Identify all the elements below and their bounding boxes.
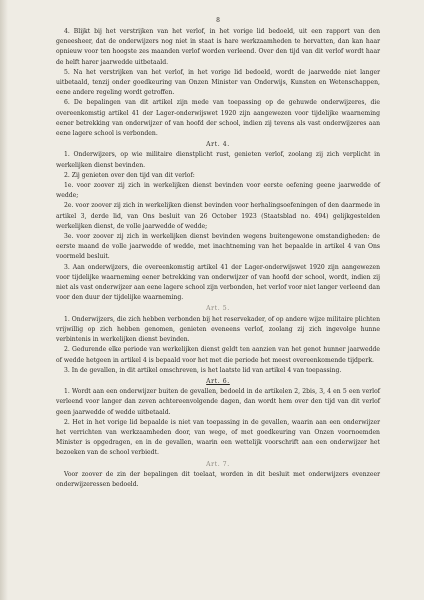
article-7-paragraph-1: Voor zoover de zin der bepalingen dit toelaat, worden in dit besluit met onderwijzers evenzeer onderwijzeressen bedoeld. bbox=[56, 470, 380, 488]
article-5-heading: Art. 5. bbox=[206, 305, 230, 313]
article-4-item-1e: 1e. voor zoover zij zich in werkelijken dienst bevinden voor eerste oefening geene jaarwedde of wedde; bbox=[56, 182, 380, 200]
article-4-paragraph-1: 1. Onderwijzers, op wie militaire dienstplicht rust, genieten verlof, zoolang zij zich verplicht in werkelijken dienst bevinden. bbox=[56, 151, 380, 169]
article-6-paragraph-1: 1. Wordt aan een onderwijzer buiten de gevallen, bedoeld in de artikelen 2, 2bis, 3, 4 en 5 een verlof verleend voor langer dan zeven achtereenvolgende dagen, dan wordt hem over den tijd van dit verlof geen jaarwedde of wedde uitbetaald. bbox=[56, 388, 380, 416]
article-7-heading: Art. 7. bbox=[206, 460, 230, 468]
paragraph-3-4: 4. Blijkt bij het verstrijken van het verlof, in het vorige lid bedoeld, uit een rapport van den geneesheer, dat de onderwijzers nog niet in staat is hare werkzaamheden te hervatten, dan kan haar opnieuw voor ten hoogste zes maanden verlof worden verleend. Over den tijd van dit verlof wordt haar de helft harer jaarwedde uitbetaald. bbox=[56, 28, 380, 66]
article-4-heading: Art. 4. bbox=[206, 141, 230, 149]
article-4-item-3e: 3e. voor zoover zij zich in werkelijken dienst bevinden wegens buitengewone omstandigheden: de eerste maand de volle jaarwedde of wedde, met inachtneming van het bepaalde in artikel 4 van Ons voormeld besluit. bbox=[56, 233, 380, 261]
article-5-paragraph-1: 1. Onderwijzers, die zich hebben verbonden bij het reservekader, of op andere wijze militaire plichten vrijwillig op zich hebben genomen, genieten eveneens verlof, zoolang zij zich ingevolge hunne verbintenis in werkelijken dienst bevinden. bbox=[56, 315, 381, 344]
article-4-paragraph-3: 3. Aan onderwijzers, die overeenkomstig artikel 41 der Lager-onderwijswet 1920 zijn aangewezen voor tijdelijke waarneming eener betrekking van onderwijzer of van hoofd der school, wordt, indien zij niet als vast onderwijzer aan eene lagere school zijn verbonden, het verlof voor niet langer verleend dan voor den duur der tijdelijke waarneming. bbox=[56, 263, 380, 302]
paragraph-3-6: 6. De bepalingen van dit artikel zijn mede van toepassing op de gehuwde onderwijzeres, die overeenkomstig artikel 41 der Lager-onderwijswet 1920 zijn aangewezen voor tijdelijke waarneming eener betrekking van onderwijzer of van hoofd der school, indien zij tevens als vast onderwijzeres aan eene lagere school is verbonden. bbox=[56, 99, 380, 138]
article-4-paragraph-2: 2. Zij genieten over den tijd van dit verlof: bbox=[64, 171, 195, 179]
page-number: 8 bbox=[216, 17, 220, 24]
article-5-paragraph-3: 3. In de gevallen, in dit artikel omschreven, is het laatste lid van artikel 4 van toepassing. bbox=[64, 366, 342, 374]
paragraph-3-5: 5. Na het verstrijken van het verlof, in het vorige lid bedoeld, wordt de jaarwedde niet langer uitbetaald, tenzij onder goedkeuring van Onzen Minister van Onderwijs, Kunsten en Wetenschappen, eene andere regeling wordt getroffen. bbox=[56, 68, 380, 97]
article-6-heading: Art. 6. bbox=[206, 377, 230, 385]
article-6-paragraph-2: 2. Het in het vorige lid bepaalde is niet van toepassing in de gevallen, waarin aan een onderwijzer het verrichten van werkzaamheden door, van wege, of met goedkeuring van Onzen voornoemden Minister is opgedragen, en in de gevallen, waarin een wettelijk voorschrift aan een onderwijzer het bezoeken van de school verbiedt. bbox=[56, 418, 380, 457]
article-4-item-2e: 2e. voor zoover zij zich in werkelijken dienst bevinden voor herhalingsoefeningen of den daarmede in artikel 3, derde lid, van Ons besluit van 26 October 1923 (Staatsblad no. 494) gelijkgestelden werkelijken dienst, de volle jaarwedde of wedde; bbox=[56, 202, 380, 230]
article-5-paragraph-2: 2. Gedurende elke periode van werkelijken dienst geldt ten aanzien van het genot hunner jaarwedde of wedde hetgeen in artikel 4 is bepaald voor het met die periode het meest overeenkomende tijdperk. bbox=[56, 346, 380, 364]
